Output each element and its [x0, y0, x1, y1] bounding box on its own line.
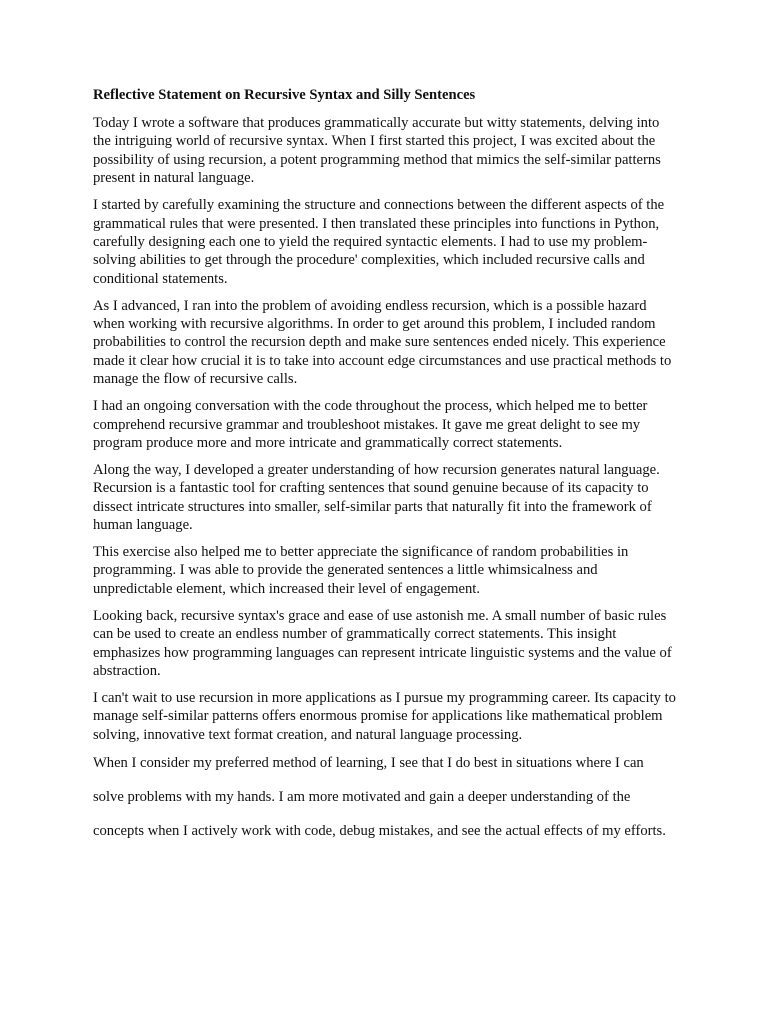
paragraph-3: As I advanced, I ran into the problem of avoiding endless recursion, which is a possible hazard when working with recursive algorithms. In order to get around this problem, I included random probabilities to control the recursion depth and make sure sentences ended nicely. This experience made it clear how crucial it is to take into account edge circumstances and use practical methods to manage the flow of recursive calls. [93, 297, 672, 388]
paragraph-8: I can't wait to use recursion in more applications as I pursue my programming career. Its capacity to manage self-similar patterns offers enormous promise for applications like mathematical problem solving, innovative text format creation, and natural language processing. [93, 689, 676, 743]
paragraph-9: When I consider my preferred method of learning, I see that I do best in situations where I can solve problems with my hands. I am more motivated and gain a deeper understanding of the concepts when I actively work with code, debug mistakes, and see the actual effects of my efforts. [93, 754, 666, 839]
document-title: Reflective Statement on Recursive Syntax and Silly Sentences [93, 87, 476, 103]
paragraph-7: Looking back, recursive syntax's grace and ease of use astonish me. A small number of basic rules can be used to create an endless number of grammatically correct statements. This insight emphasizes how programming languages can represent intricate linguistic systems and the value of abstraction. [93, 607, 672, 679]
paragraph-2: I started by carefully examining the structure and connections between the different aspects of the grammatical rules that were presented. I then translated these principles into functions in Python, carefully designing each one to yield the required syntactic elements. I had to use my problem-solving abilities to get through the procedure' complexities, which included recursive calls and conditional statements. [93, 197, 665, 287]
document-body [93, 86, 677, 857]
paragraph-5: Along the way, I developed a greater understanding of how recursion generates natural language. Recursion is a fantastic tool for crafting sentences that sound genuine because of its capacity to dissect intricate structures into smaller, self-similar parts that naturally fit into the framework of human language. [93, 461, 660, 534]
paragraph-1: Today I wrote a software that produces grammatically accurate but witty statements, delving into the intriguing world of recursive syntax. When I first started this project, I was excited about the possibility of using recursion, a potent programming method that mimics the self-similar patterns present in natural language. [93, 115, 661, 187]
paragraph-4: I had an ongoing conversation with the code throughout the process, which helped me to better comprehend recursive grammar and troubleshoot mistakes. It gave me great delight to see my program produce more and more intricate and grammatically correct statements. [93, 398, 648, 451]
paragraph-6: This exercise also helped me to better appreciate the significance of random probabilities in programming. I was able to provide the generated sentences a little whimsicalness and unpredictable element, which increased their level of engagement. [93, 544, 629, 597]
